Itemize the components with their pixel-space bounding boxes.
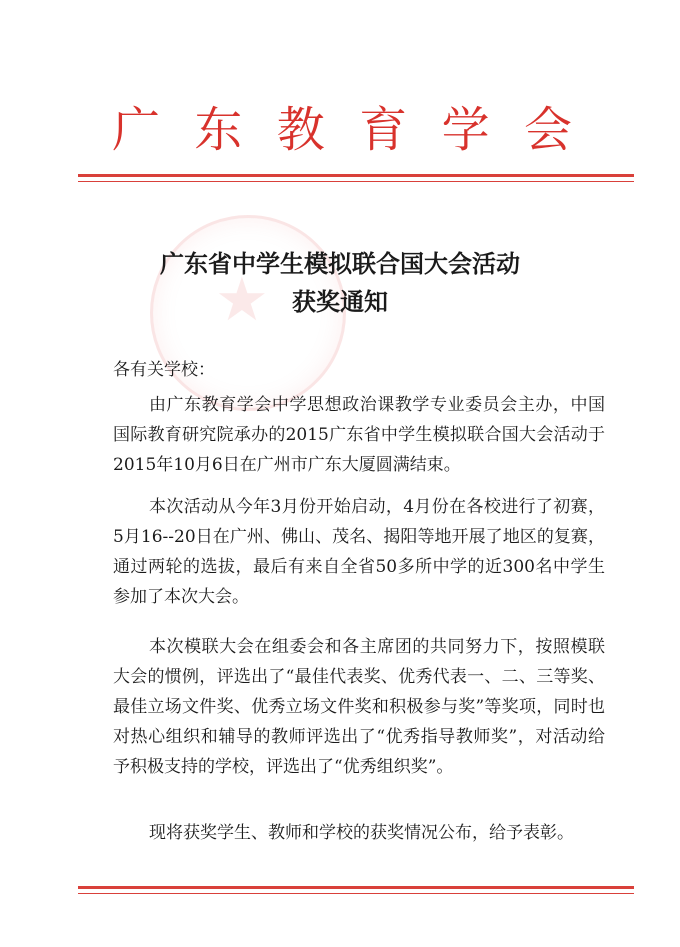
footer-rule-thick (78, 886, 634, 889)
paragraph-3: 本次模联大会在组委会和各主席团的共同努力下，按照模联大会的惯例，评选出了“最佳代表奖、优秀代表一、二、三等奖、最佳立场文件奖、优秀立场文件奖和积极参与奖”等奖项，同时也对热心组织和辅导的教师评选出了“优秀指导教师奖”，对活动给予积极支持的学校，评选出了“优秀组织奖”。 (113, 637, 605, 777)
salutation: 各有关学校： (113, 360, 215, 380)
letterhead-char: 教 (276, 102, 325, 158)
letterhead-char: 广 (112, 102, 161, 158)
paragraph-4: 现将获奖学生、教师和学校的获奖情况公布，给予表彰。 (149, 823, 574, 843)
seal-star-icon: ★ (215, 265, 269, 335)
letterhead-char: 学 (441, 102, 490, 158)
footer-rule-thin (78, 893, 634, 894)
letterhead-rule-top (78, 174, 634, 177)
document-title-line2: 获奖通知 (292, 288, 388, 316)
paragraph-1: 由广东教育学会中学思想政治课教学专业委员会主办，中国国际教育研究院承办的2015广东省中学生模拟联合国大会活动于2015年10月6日在广州市广东大厦圆满结束。 (113, 395, 605, 475)
letterhead-char: 会 (523, 102, 572, 158)
letterhead-char: 东 (194, 102, 243, 158)
letterhead-char: 育 (359, 102, 408, 158)
paragraph-2: 本次活动从今年3月份开始启动，4月份在各校进行了初赛，5月16--20日在广州、佛山、茂名、揭阳等地开展了地区的复赛，通过两轮的选拔，最后有来自全省50多所中学的近300名中学生参加了本次大会。 (113, 497, 605, 607)
letterhead-title (112, 100, 572, 160)
document-title-line1: 广东省中学生模拟联合国大会活动 (160, 250, 520, 278)
letterhead-rule-top-thin (78, 181, 634, 182)
